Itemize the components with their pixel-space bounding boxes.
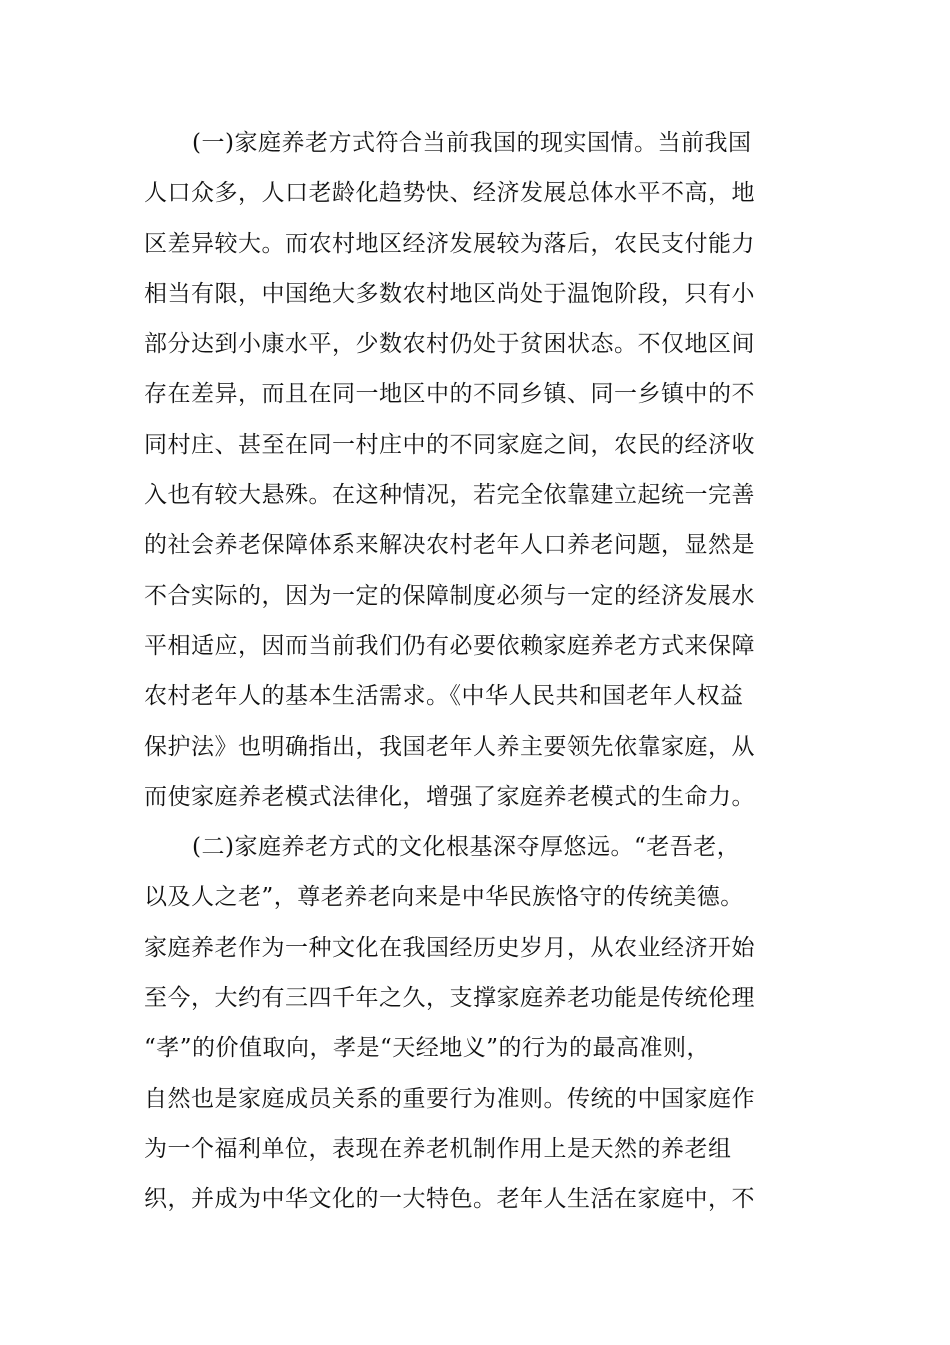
text-line: 为一个福利单位，表现在养老机制作用上是天然的养老组 [144,1135,732,1162]
text-line: 部分达到小康水平，少数农村仍处于贫困状态。不仅地区间 [144,331,755,358]
text-line: 不合实际的，因为一定的保障制度必须与一定的经济发展水 [144,582,755,609]
text-line: 织，并成为中华文化的一大特色。老年人生活在家庭中，不 [144,1186,755,1213]
text-line: “孝”的价值取向，孝是“天经地义”的行为的最高准则， [144,1035,711,1062]
text-line: 至今，大约有三四千年之久，支撑家庭养老功能是传统伦理 [144,985,755,1012]
text-line: 同村庄、甚至在同一村庄中的不同家庭之间，农民的经济收 [144,431,755,458]
text-line: 保护法》也明确指出，我国老年人养主要领先依靠家庭，从 [144,733,755,760]
text-line: 的社会养老保障体系来解决农村老年人口养老问题，显然是 [144,532,755,559]
text-line: 入也有较大悬殊。在这种情况，若完全依靠建立起统一完善 [144,482,755,509]
text-line: 农村老年人的基本生活需求。《中华人民共和国老年人权益 [144,683,744,710]
text-line: 相当有限，中国绝大多数农村地区尚处于温饱阶段，只有小 [144,280,755,307]
text-line: (二)家庭养老方式的文化根基深夺厚悠远。“老吾老， [192,834,741,861]
text-line: 区差异较大。而农村地区经济发展较为落后，农民支付能力 [144,230,755,257]
text-line: 家庭养老作为一种文化在我国经历史岁月，从农业经济开始 [144,934,755,961]
text-line: 平相适应，因而当前我们仍有必要依赖家庭养老方式来保障 [144,632,755,659]
text-line: 而使家庭养老模式法律化，增强了家庭养老模式的生命力。 [144,783,755,810]
text-line: 存在差异，而且在同一地区中的不同乡镇、同一乡镇中的不 [144,381,755,408]
paragraph-1 [144,118,754,822]
text-line: 自然也是家庭成员关系的重要行为准则。传统的中国家庭作 [144,1085,755,1112]
paragraph-2 [144,822,754,1224]
text-line: 人口众多，人口老龄化趋势快、经济发展总体水平不高，地 [144,180,755,207]
text-line: 以及人之老”，尊老养老向来是中华民族恪守的传统美德。 [144,884,744,911]
body-text [144,118,754,1225]
text-line: (一)家庭养老方式符合当前我国的现实国情。当前我国 [192,130,752,156]
